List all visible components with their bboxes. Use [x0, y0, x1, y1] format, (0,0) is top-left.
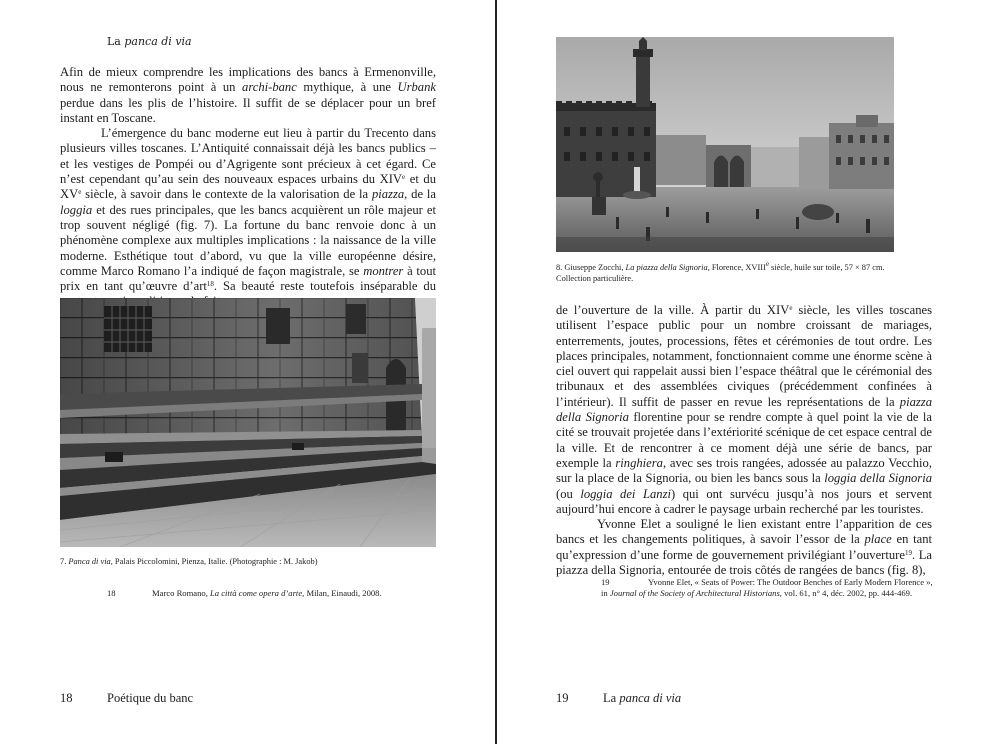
piazza-signoria-painting	[556, 37, 894, 252]
footnote-18-number: 18	[107, 588, 116, 598]
left-page	[0, 0, 495, 744]
right-folio-number: 19	[556, 691, 569, 705]
running-head-italic: panca di via	[124, 35, 192, 48]
right-page	[497, 0, 992, 744]
right-folio-title-prefix: La	[603, 691, 620, 705]
left-running-head	[107, 35, 192, 48]
footnote-18-text: Marco Romano, La città come opera d’arte, Milan, Einaudi, 2008.	[152, 588, 382, 598]
right-paragraph-2: Yvonne Elet a souligné le lien existant entre l’apparition de ces bancs et les changements politiques, à savoir l’essor de la place en tant qu’expression d’une forme de gouvernement privilégiant l’ouverture$^{19}$. La piazza della Signoria, entourée de trois côtés de rangées de bancs (fig. 8),	[556, 517, 933, 578]
footnote-19-number: 19	[601, 577, 610, 587]
figure-8-painting	[556, 37, 894, 252]
right-folio-title	[603, 691, 681, 705]
figure-7-photo	[60, 298, 436, 547]
right-body-text	[556, 303, 932, 578]
running-head-prefix: La	[107, 35, 125, 48]
left-folio-number: 18	[60, 691, 73, 705]
left-folio-title: Poétique du banc	[107, 691, 194, 705]
footnote-18	[107, 588, 437, 600]
figure-8-caption: 8. Giuseppe Zocchi, La piazza della Signoria, Florence, XVIIIe siècle, huile sur toile, 57 × 87 cm. Collection particulière.	[556, 260, 885, 283]
left-paragraph-2: L’émergence du banc moderne eut lieu à partir du Trecento dans plusieurs villes toscanes. L’Antiquité connaissait déjà les bancs publics – et les vestiges de Pompéi ou d’Agrigente sont précieux à cet égard. Ce n’est cependant qu’au sein des nouveaux espaces urbains du XIVe et du XVe siècle, à savoir dans le contexte de la valorisation de la piazza, de la loggia et des rues principales, que les bancs acquièrent un rôle majeur et trop souvent négligé (fig. 7). La fortune du banc renvoie donc à un phénomène complexe aux multiples implications : la naissance de la ville moderne. Esthétique tout d’abord, vu que la ville européenne désire, comme Marco Romano l’a indiqué de façon magistrale, se montrer à tout prix en tant qu’œuvre d’art$^{18}$. Sa beauté reste toutefois inséparable du	[60, 126, 437, 294]
left-paragraph-1: Afin de mieux comprendre les implications des bancs à Ermenonville, nous ne remonterons point à un archi-banc mythique, à une Urbank perdue dans les plis de l’histoire. Il suffit de se déplacer pour un bref instant en Toscane.	[60, 65, 436, 125]
right-folio-title-italic: panca di via	[619, 691, 682, 705]
footnote-19	[601, 577, 941, 601]
palazzo-bench-photo	[60, 298, 436, 547]
figure-7-caption: 7. Panca di via, Palais Piccolomini, Pienza, Italie. (Photographie : M. Jakob)	[60, 557, 318, 566]
right-paragraph-1: de l’ouverture de la ville. À partir du XIVe siècle, les villes toscanes utilisent l’espace public pour un nombre croissant de mariages, enterrements, joutes, processions, fêtes et cérémonies de tout ordre. Les places principales, notamment, fonctionnaient comme une énorme scène à ciel ouvert qui rappelait aussi bien l’espace théâtral que le cérémonial des tribunaux et des assemblées civiques (précédemment confinées à l’intérieur). Il suffit de passer en revue les représentations de la piazza della Signoria florentine pour se rendre compte à quel point la vie de la cité se trouvait projetée dans l’extériorité scénique de cet espace central de la ville. Et de rencontrer à ce moment déjà une série de bancs, par exemple la ringhiera, avec ses trois rangées, adossée au palazzo Vecchio, sur la place de la Signoria, ou bien les bancs sous la loggia della Signoria (ou loggia dei Lanzi) qui ont survécu jusqu’à nos jours et servent aujourd’hui encore à cadrer le paysage urbain recherché par les touristes.	[556, 303, 933, 516]
footnote-19-text: Yvonne Elet, « Seats of Power: The Outdoor Benches of Early Modern Florence », in Journal of the Society of Architectural Historians, vol. 61, n° 4, déc. 2002, pp. 444-469.	[601, 577, 933, 598]
left-body-text	[60, 65, 436, 310]
